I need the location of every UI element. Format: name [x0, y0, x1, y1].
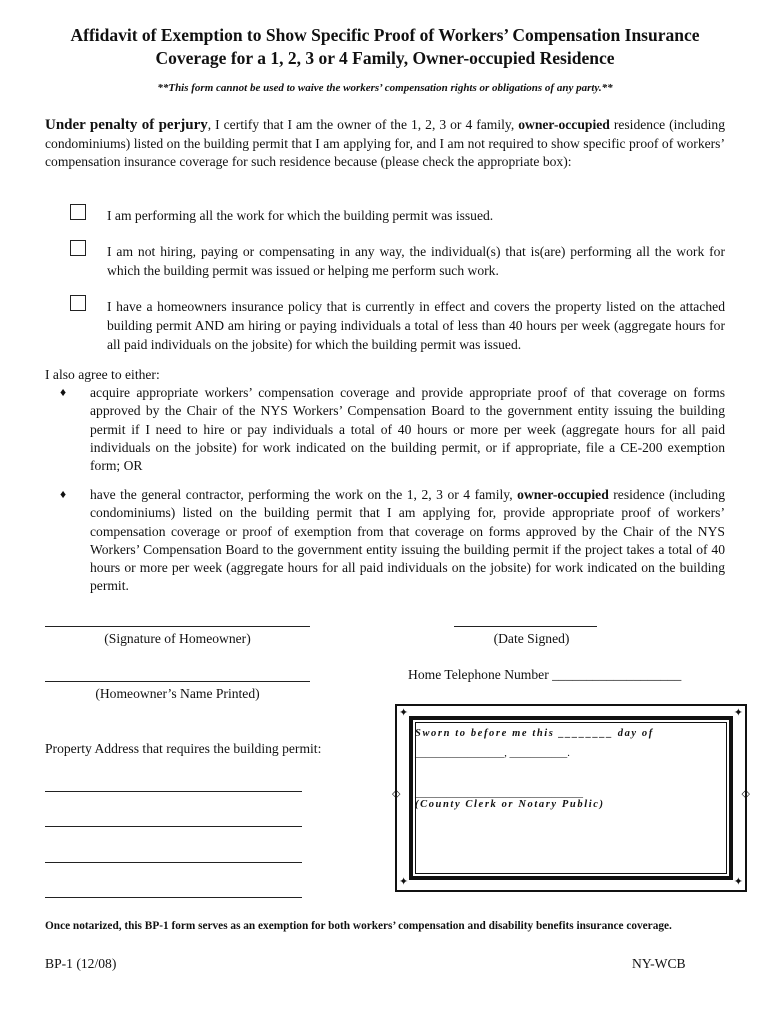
side-ornament-icon: ◇ [392, 788, 401, 800]
bullet-2-diamond-icon: ♦ [60, 487, 67, 501]
bullet-2-part-1: have the general contractor, performing the work on the 1, 2, 3 or 4 family, [90, 487, 518, 502]
bullet-2-bold: owner-occupied [517, 487, 609, 502]
notary-sworn-line[interactable]: Sworn to before me this ________ day of [415, 728, 654, 739]
option-2-text: I am not hiring, paying or compensating in any way, the individual(s) that is(are) performing all the work for which the building permit was issued or helping me perform such work. [107, 244, 725, 278]
property-address-label: Property Address that requires the building permit: [45, 741, 322, 756]
address-line-3[interactable] [45, 862, 302, 863]
intro-bold: owner-occupied [518, 117, 610, 132]
date-signed-label: (Date Signed) [493, 631, 570, 646]
bullet-2-part-2: residence (including condominiums) listed on the building permit that I am applying for, provide appropriate proof of workers’ compensation coverage or proof of exemption from that coverage on forms approved by the Chair of the NYS Workers’ Compensation Board to the government entity issuing the building permit if the project takes a total of 40 hours or more per week (aggregate hours for all paid individuals on the jobsite) for work indicated on the building permit. [90, 487, 725, 594]
name-printed-line[interactable] [45, 681, 310, 682]
side-ornament-icon: ◇ [741, 788, 750, 800]
form-title [0, 24, 770, 70]
notary-signature-line[interactable]: ________________________________ [415, 788, 583, 799]
corner-ornament-icon: ✦ [733, 707, 743, 719]
bullet-1-text: acquire appropriate workers’ compensation coverage and provide appropriate proof of that coverage on forms approved by the Chair of the NYS Workers’ Compensation Board to the government entity issuing the building permit if I need to hire or pay individuals a total of 40 hours or more per week (aggregate hours for all paid individuals on the jobsite) for work indicated on the building permit, or if appropriate, file a CE-200 exemption form; OR [90, 385, 725, 474]
agency-code: NY-WCB [632, 956, 686, 971]
notary-caption: (County Clerk or Notary Public) [415, 799, 605, 810]
name-printed-label: (Homeowner’s Name Printed) [95, 686, 260, 701]
also-agree-heading: I also agree to either: [45, 367, 160, 382]
intro-part-2: residence (including condominiums) listed on the building permit that I am applying for, and I am not required to show specific proof of workers’ compensation insurance coverage for such residence because (please check the appropriate box): [45, 117, 726, 169]
title-line-1: Affidavit of Exemption to Show Specific Proof of Workers’ Compensation Insurance [70, 25, 700, 45]
intro-lead: Under penalty of perjury [45, 117, 208, 133]
bullet-2-text [90, 486, 725, 596]
corner-ornament-icon: ✦ [733, 876, 743, 888]
option-3-text: I have a homeowners insurance policy that is currently in effect and covers the property listed on the attached building permit AND am hiring or paying individuals a total of less than 40 hours per week (aggregate hours for all paid individuals on the jobsite) for which the building permit was issued. [107, 299, 725, 352]
title-line-2: Coverage for a 1, 2, 3 or 4 Family, Owner-occupied Residence [155, 48, 615, 68]
signature-label: (Signature of Homeowner) [104, 631, 251, 646]
form-code: BP-1 (12/08) [45, 956, 117, 971]
home-telephone-field[interactable]: Home Telephone Number ___________________ [408, 667, 682, 682]
date-signed-line[interactable] [454, 626, 597, 627]
bullet-1-diamond-icon: ♦ [60, 385, 67, 399]
option-1-text: I am performing all the work for which the building permit was issued. [107, 208, 494, 223]
corner-ornament-icon: ✦ [399, 707, 409, 719]
notary-box [392, 704, 750, 892]
corner-ornament-icon: ✦ [399, 876, 409, 888]
address-line-2[interactable] [45, 826, 302, 827]
notarized-note: Once notarized, this BP-1 form serves as an exemption for both workers’ compensation and disability benefits insurance coverage. [45, 920, 672, 932]
form-subtitle: **This form cannot be used to waive the workers’ compensation rights or obligations of any party.** [157, 82, 613, 94]
option-1-checkbox[interactable] [70, 204, 86, 220]
address-line-4[interactable] [45, 897, 302, 898]
signature-line[interactable] [45, 626, 310, 627]
intro-paragraph [45, 116, 725, 172]
option-3-checkbox[interactable] [70, 295, 86, 311]
option-2-checkbox[interactable] [70, 240, 86, 256]
intro-part-1: , I certify that I am the owner of the 1, 2, 3 or 4 family, [207, 117, 519, 132]
address-line-1[interactable] [45, 791, 302, 792]
notary-date-line[interactable]: _________________, ___________. [415, 748, 570, 759]
